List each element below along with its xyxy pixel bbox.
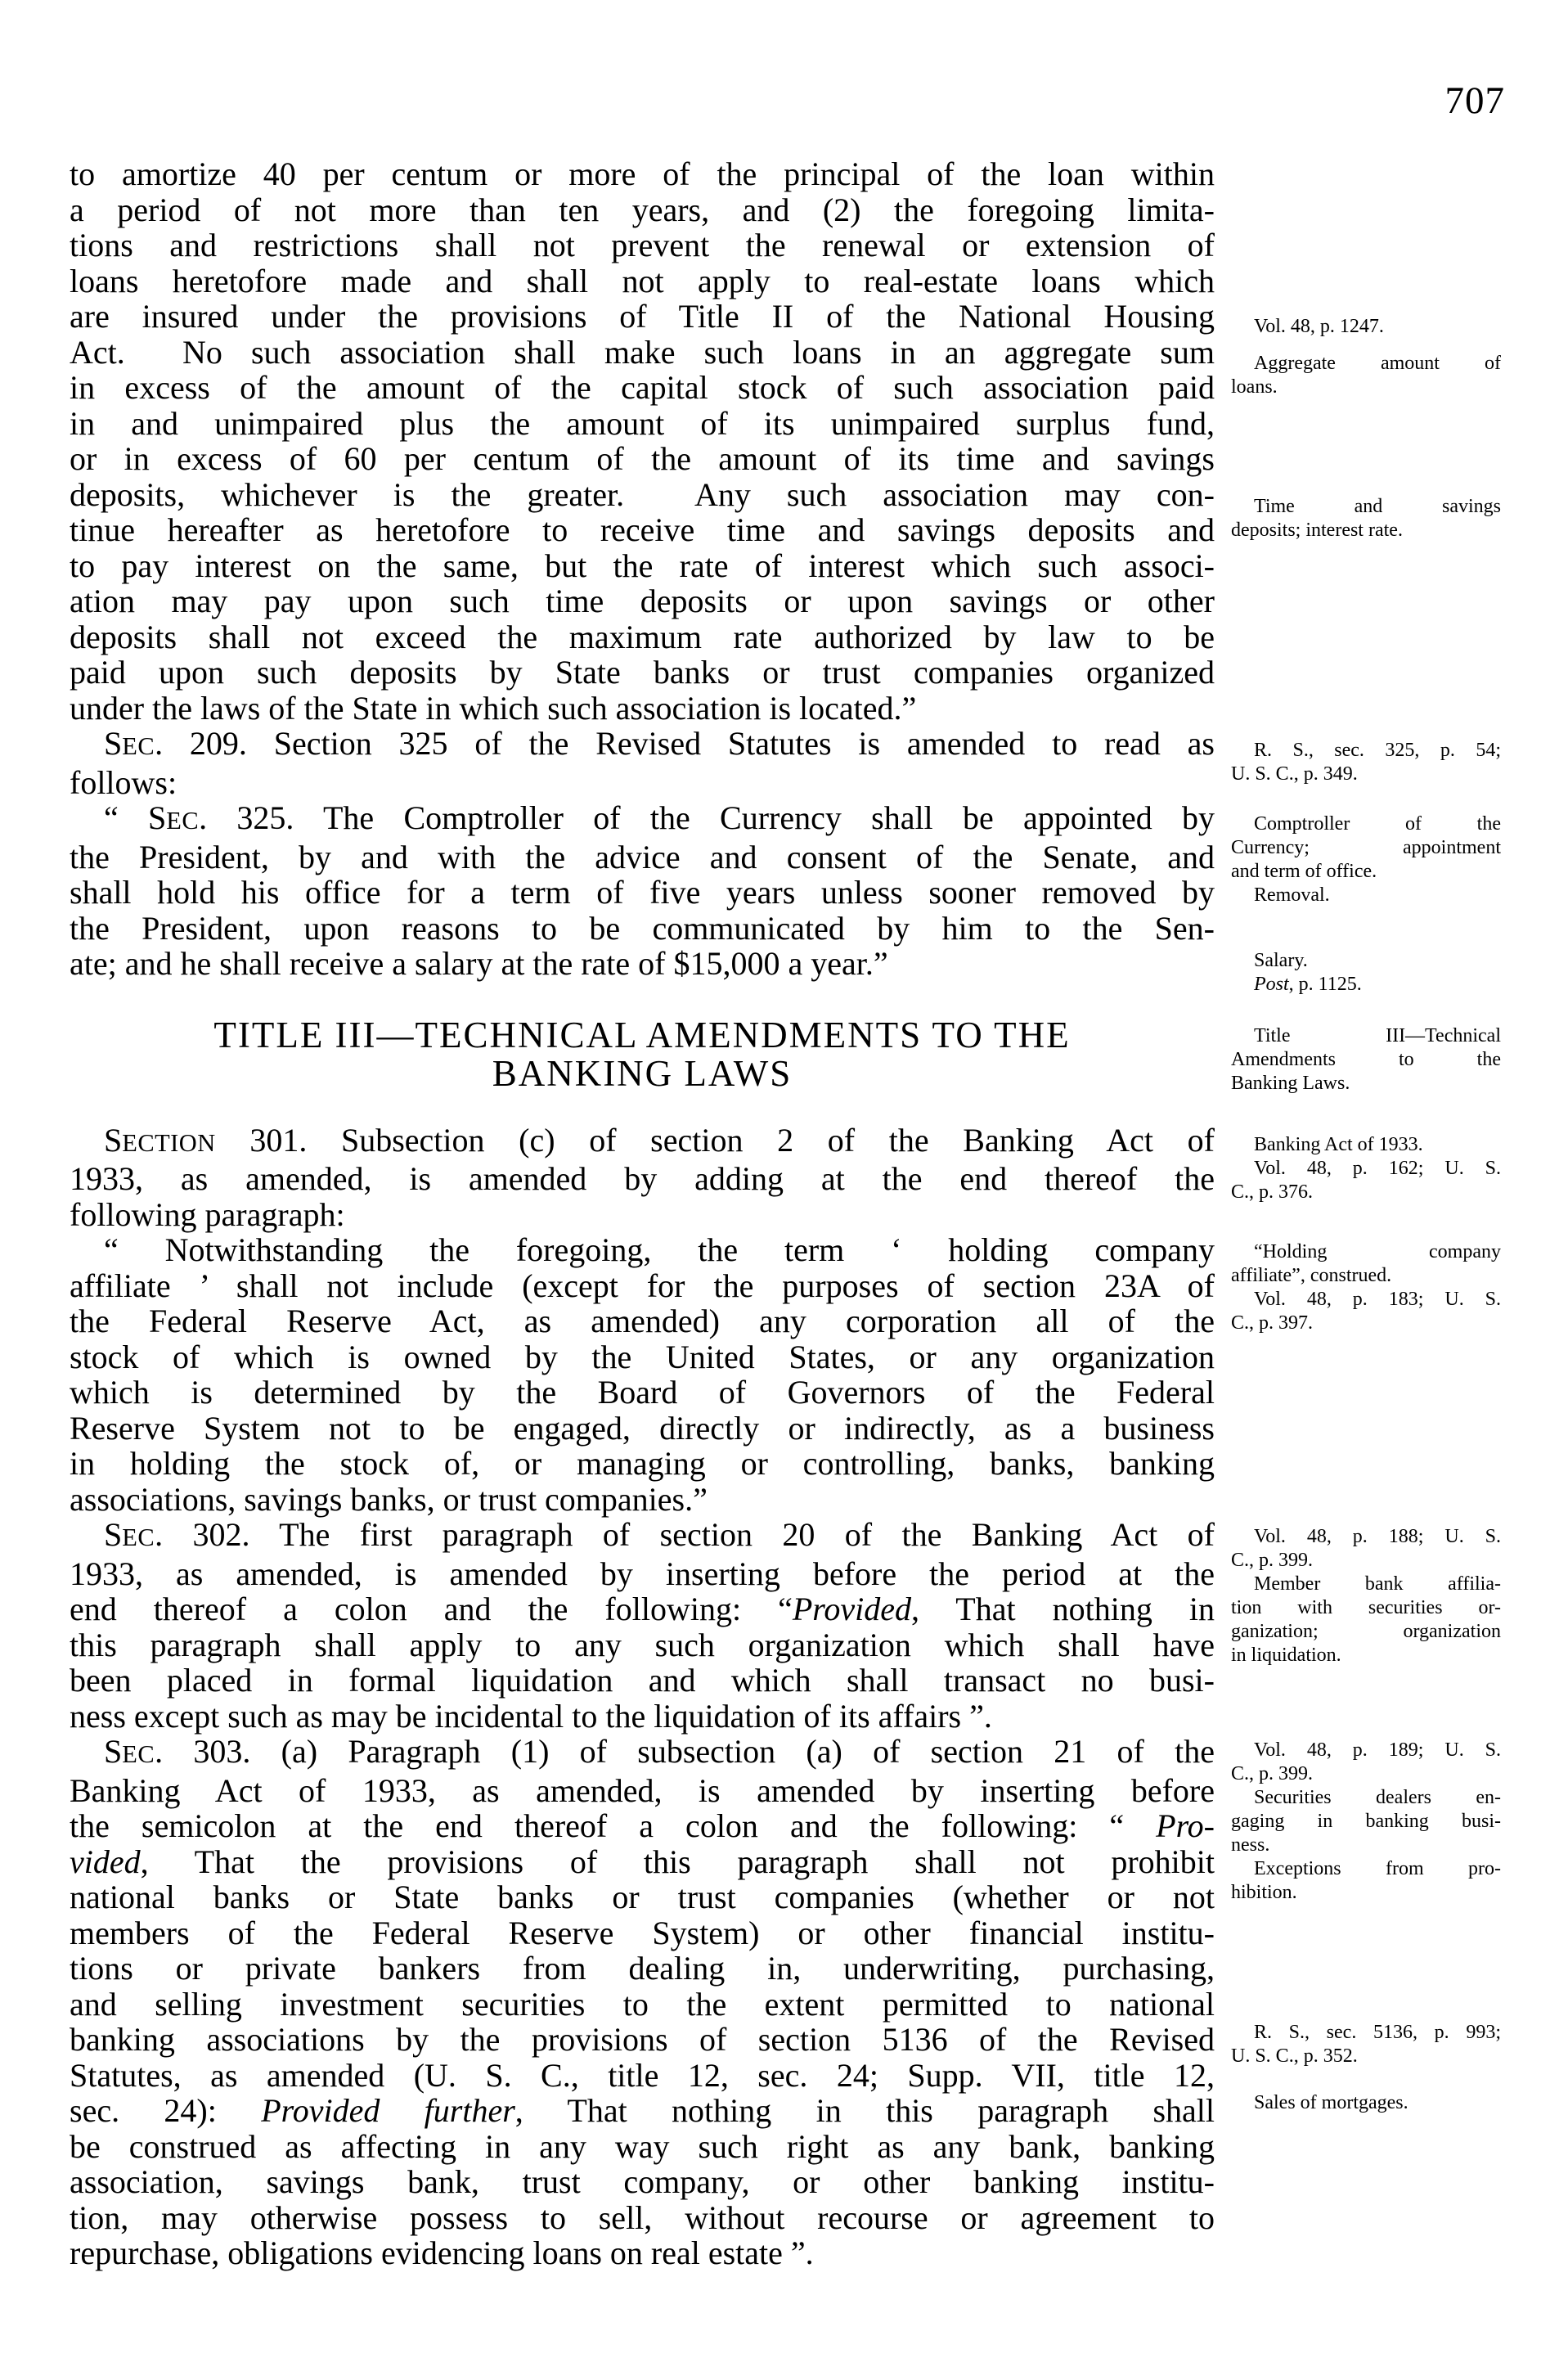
margin-note: [1231, 352, 1501, 399]
margin-note-paragraph: [1231, 1525, 1501, 1573]
margin-note: [1231, 1024, 1501, 1096]
margin-note-line: Time and savings: [1254, 496, 1501, 517]
margin-note: [1231, 1739, 1501, 1905]
margin-note-line: “Holding company: [1254, 1241, 1501, 1262]
margin-note-line: Exceptions from pro-: [1254, 1858, 1501, 1879]
body-line: loans heretofore made and shall not apply to real-estate loans which: [70, 262, 1215, 299]
body-line: following paragraph:: [70, 1195, 345, 1233]
main-text-column: [70, 156, 1215, 2271]
body-line: banking associations by the provisions of section 5136 of the Revised: [70, 2021, 1215, 2058]
margin-note: [1231, 495, 1501, 542]
body-line: Act. No such association shall make such loans in an aggregate sum: [70, 333, 1215, 371]
body-line: to amortize 40 per centum or more of the principal of the loan within: [70, 155, 1215, 192]
margin-note-paragraph: [1231, 1133, 1501, 1157]
body-line: sec. 24): Provided further, That nothing in this paragraph shall: [70, 2092, 1215, 2129]
margin-note-line: Removal.: [1254, 884, 1330, 906]
margin-note-line: Vol. 48, p. 162; U. S.: [1254, 1158, 1501, 1179]
body-line: or in excess of 60 per centum of the amount of its time and savings: [70, 440, 1215, 477]
margin-note-line: Securities dealers en-: [1254, 1787, 1501, 1808]
margin-note-line: ganization; organization: [1231, 1621, 1501, 1642]
margin-note-line: hibition.: [1231, 1882, 1297, 1903]
body-line: repurchase, obligations evidencing loans on real estate ”.: [70, 2234, 814, 2271]
body-line: a period of not more than ten years, and (2) the foregoing limita-: [70, 191, 1215, 228]
margin-note-paragraph: [1231, 1240, 1501, 1288]
body-line: end thereof a colon and the following: “Provided, That nothing in: [70, 1591, 1215, 1627]
margin-note-line: R. S., sec. 325, p. 54;: [1254, 740, 1501, 761]
margin-note-paragraph: [1231, 1786, 1501, 1857]
margin-note-line: and term of office.: [1231, 861, 1377, 882]
body-line: Statutes, as amended (U. S. C., title 12, sec. 24; Supp. VII, title 12,: [70, 2056, 1215, 2094]
page-number: 707: [1444, 79, 1505, 122]
margin-note-paragraph: [1231, 1288, 1501, 1335]
margin-note-line: gaging in banking busi-: [1231, 1811, 1501, 1832]
margin-note-paragraph: [1231, 1857, 1501, 1905]
margin-note-line: U. S. C., p. 352.: [1231, 2045, 1358, 2067]
margin-note-line: R. S., sec. 5136, p. 993;: [1254, 2022, 1501, 2043]
margin-note: [1231, 1525, 1501, 1667]
body-line: under the laws of the State in which such association is located.”: [70, 689, 917, 727]
body-line: which is determined by the Board of Governors of the Federal: [70, 1374, 1215, 1411]
margin-note-line: Vol. 48, p. 188; U. S.: [1254, 1526, 1501, 1547]
margin-note-line: Vol. 48, p. 183; U. S.: [1254, 1289, 1501, 1310]
body-line: to pay interest on the same, but the rate of interest which such associ-: [70, 547, 1215, 584]
small-caps-text: EC: [122, 1523, 155, 1551]
margin-note-line: Amendments to the: [1231, 1049, 1501, 1070]
margin-note-line: Banking Laws.: [1231, 1073, 1350, 1094]
margin-note-paragraph: [1231, 1024, 1501, 1096]
body-line: the semicolon at the end thereof a colon and the following: “ Pro-: [70, 1807, 1215, 1844]
body-line: association, savings bank, trust company, or other banking institu-: [70, 2163, 1215, 2200]
margin-note-line: Currency; appointment: [1231, 837, 1501, 858]
margin-note-paragraph: [1231, 2021, 1501, 2068]
body-line: tion, may otherwise possess to sell, without recourse or agreement to: [70, 2198, 1215, 2236]
small-caps-text: EC: [122, 732, 155, 760]
margin-note-paragraph: [1231, 949, 1501, 973]
body-line: the President, upon reasons to be communicated by him to the Sen-: [70, 909, 1215, 947]
body-line: the President, by and with the advice and consent of the Senate, and: [70, 838, 1215, 875]
body-line: “ Notwithstanding the foregoing, the term ‘ holding company: [104, 1231, 1215, 1268]
body-line: in holding the stock of, or managing or controlling, banks, banking: [70, 1445, 1215, 1482]
margin-note-line: C., p. 399.: [1231, 1550, 1314, 1571]
body-line: this paragraph shall apply to any such organization which shall have: [70, 1626, 1215, 1663]
margin-note-line: tion with securities or-: [1231, 1597, 1501, 1618]
body-line: “ SEC. 325. The Comptroller of the Currency shall be appointed by: [104, 799, 1215, 836]
body-line: be construed as affecting in any way such right as any bank, banking: [70, 2127, 1215, 2165]
margin-note-line: C., p. 399.: [1231, 1763, 1314, 1784]
margin-note-paragraph: [1231, 812, 1501, 884]
body-line: the Federal Reserve Act, as amended) any corporation all of the: [70, 1303, 1215, 1339]
margin-note-line: U. S. C., p. 349.: [1231, 763, 1358, 785]
body-line: national banks or State banks or trust companies (whether or not: [70, 1879, 1215, 1915]
body-line: members of the Federal Reserve System) or other financial institu-: [70, 1914, 1215, 1951]
body-line: shall hold his office for a term of five years unless sooner removed by: [70, 874, 1215, 911]
margin-note-paragraph: [1231, 1573, 1501, 1667]
body-line: SEC. 303. (a) Paragraph (1) of subsection (a) of section 21 of the: [104, 1733, 1215, 1770]
margin-note: [1231, 812, 1501, 907]
margin-note-paragraph: [1231, 2091, 1501, 2115]
margin-note: [1231, 1133, 1501, 1204]
margin-note-paragraph: [1231, 884, 1501, 907]
margin-note-paragraph: [1231, 495, 1501, 542]
body-line: paid upon such deposits by State banks or trust companies organized: [70, 654, 1215, 691]
body-line: vided, That the provisions of this paragraph shall not prohibit: [70, 1843, 1215, 1880]
margin-note-paragraph: [1231, 739, 1501, 786]
margin-note-line: ness.: [1231, 1834, 1270, 1856]
body-line: 1933, as amended, is amended by adding at the end thereof the: [70, 1160, 1215, 1197]
title-heading-line: TITLE III—TECHNICAL AMENDMENTS TO THE: [213, 1014, 1071, 1055]
margin-note-line: Comptroller of the: [1254, 813, 1501, 835]
body-line: tions and restrictions shall not prevent the renewal or extension of: [70, 227, 1215, 263]
margin-note-line: Banking Act of 1933.: [1254, 1134, 1423, 1155]
body-line: SEC. 302. The first paragraph of section 20 of the Banking Act of: [104, 1516, 1215, 1553]
margin-note-line: Vol. 48, p. 1247.: [1254, 316, 1384, 337]
title-heading: [70, 1016, 1215, 1093]
body-line: in excess of the amount of the capital stock of such association paid: [70, 369, 1215, 406]
body-line: ate; and he shall receive a salary at the rate of $15,000 a year.”: [70, 945, 888, 982]
margin-note: [1231, 1240, 1501, 1335]
body-line: ation may pay upon such time deposits or upon savings or other: [70, 583, 1215, 619]
margin-note-line: Vol. 48, p. 189; U. S.: [1254, 1739, 1501, 1761]
italic-text: vided: [70, 1843, 141, 1880]
body-line: deposits, whichever is the greater. Any such association may con-: [70, 475, 1215, 513]
margin-note-line: deposits; interest rate.: [1231, 520, 1403, 541]
margin-note: [1231, 315, 1501, 339]
margin-note-line: Sales of mortgages.: [1254, 2092, 1409, 2113]
body-line: been placed in formal liquidation and which shall transact no busi-: [70, 1662, 1215, 1699]
margin-note-line: in liquidation.: [1231, 1645, 1341, 1666]
margin-note-paragraph: [1231, 352, 1501, 399]
body-line: and selling investment securities to the extent permitted to national: [70, 1985, 1215, 2023]
body-line: Reserve System not to be engaged, directly or indirectly, as a business: [70, 1409, 1215, 1447]
body-line: tions or private bankers from dealing in, underwriting, purchasing,: [70, 1950, 1215, 1987]
body-line: stock of which is owned by the United States, or any organization: [70, 1338, 1215, 1375]
margin-note-line: Post, p. 1125.: [1254, 974, 1362, 995]
margin-note-line: loans.: [1231, 376, 1278, 398]
body-line: in and unimpaired plus the amount of its unimpaired surplus fund,: [70, 404, 1215, 442]
italic-text: Provided further: [261, 2092, 515, 2129]
margin-note-line: affiliate”, construed.: [1231, 1265, 1392, 1286]
margin-note-line: Aggregate amount of: [1254, 353, 1501, 374]
margin-note-paragraph: [1231, 973, 1501, 997]
margin-note: [1231, 739, 1501, 786]
small-caps-text: ECTION: [122, 1128, 216, 1157]
italic-text: Provided: [792, 1591, 911, 1627]
margin-note-line: Title III—Technical: [1254, 1025, 1501, 1046]
margin-note-line: C., p. 376.: [1231, 1181, 1314, 1203]
italic-text: Pro-: [1156, 1807, 1215, 1844]
title-heading-line: BANKING LAWS: [492, 1052, 793, 1094]
margin-note-line: C., p. 397.: [1231, 1312, 1314, 1334]
small-caps-text: EC: [166, 807, 200, 835]
body-line: associations, savings banks, or trust companies.”: [70, 1480, 708, 1518]
margin-note-paragraph: [1231, 1157, 1501, 1204]
italic-text: Post: [1254, 974, 1289, 995]
margin-note-paragraph: [1231, 1739, 1501, 1786]
body-line: are insured under the provisions of Title II of the National Housing: [70, 298, 1215, 335]
small-caps-text: EC: [122, 1740, 155, 1768]
body-line: ness except such as may be incidental to the liquidation of its affairs ”.: [70, 1697, 992, 1735]
body-line: affiliate ’ shall not include (except for the purposes of section 23A of: [70, 1267, 1215, 1304]
body-line: Banking Act of 1933, as amended, is amended by inserting before: [70, 1771, 1215, 1809]
body-line: SECTION 301. Subsection (c) of section 2 of the Banking Act of: [104, 1121, 1215, 1159]
margin-note-line: Member bank affilia-: [1254, 1573, 1501, 1595]
body-line: SEC. 209. Section 325 of the Revised Statutes is amended to read as: [104, 725, 1215, 762]
margin-note-paragraph: [1231, 315, 1501, 339]
body-line: 1933, as amended, is amended by inserting before the period at the: [70, 1555, 1215, 1592]
body-line: tinue hereafter as heretofore to receive time and savings deposits and: [70, 511, 1215, 548]
margin-note: [1231, 949, 1501, 997]
margin-note: [1231, 2091, 1501, 2115]
margin-note: [1231, 2021, 1501, 2068]
body-line: deposits shall not exceed the maximum rate authorized by law to be: [70, 618, 1215, 655]
body-line: follows:: [70, 763, 177, 801]
margin-note-line: Salary.: [1254, 950, 1308, 971]
